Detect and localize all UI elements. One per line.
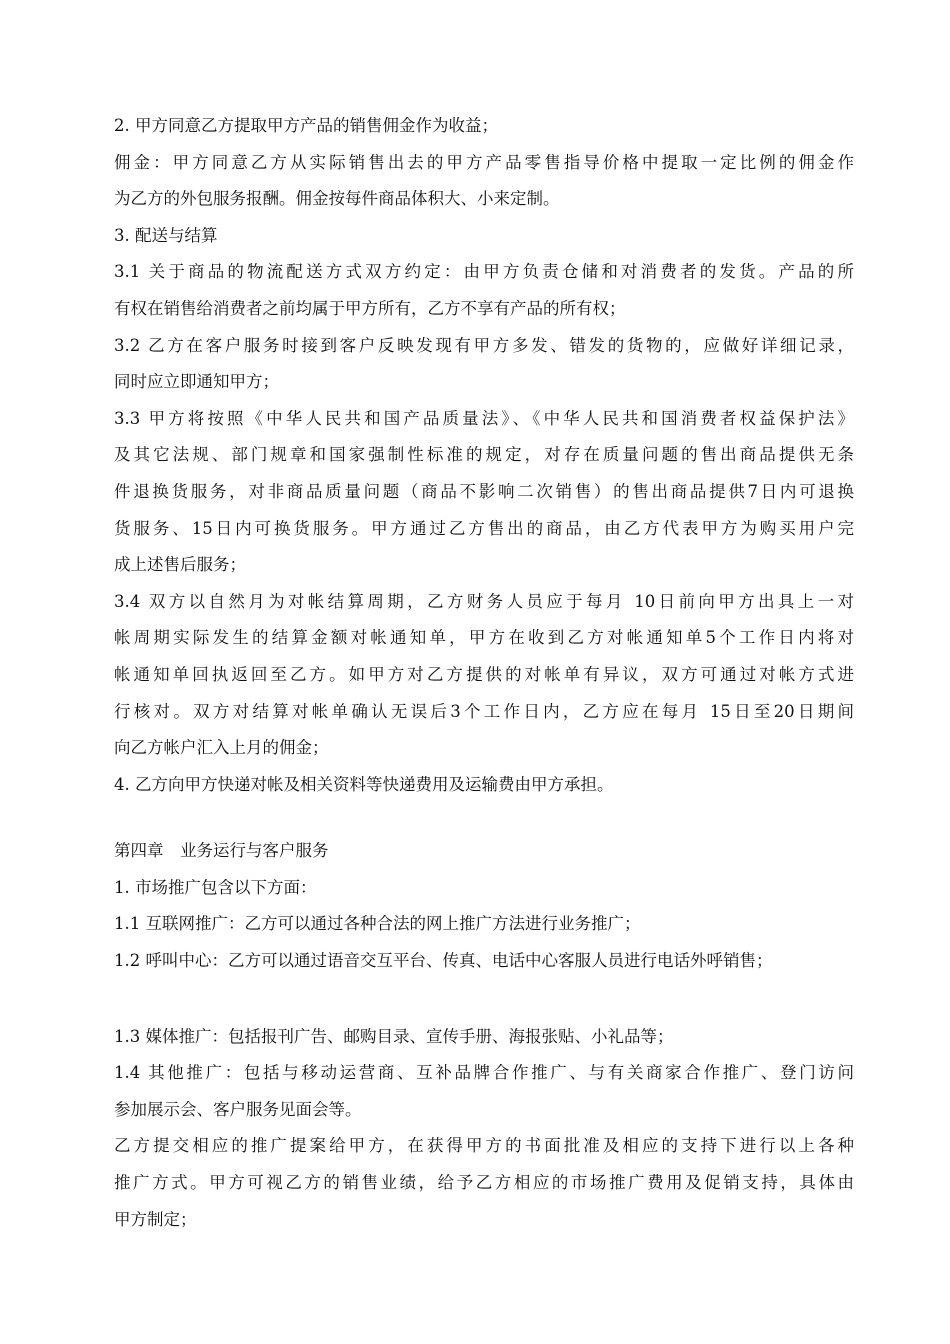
clause-3-4-line: 向乙方帐户汇入上月的佣金； xyxy=(114,738,329,758)
commission-paragraph-line: 佣金：甲方同意乙方从实际销售出去的甲方产品零售指导价格中提取一定比例的佣金作 xyxy=(114,152,854,172)
clause-3-3-line: 货服务、15日内可换货服务。甲方通过乙方售出的商品，由乙方代表甲方为购买用户完 xyxy=(114,518,854,538)
clause-3-3-line: 件退换货服务，对非商品质量问题（商品不影响二次销售）的售出商品提供7日内可退换 xyxy=(114,481,854,501)
clause-3-4-line: 帐通知单回执返回至乙方。如甲方对乙方提供的对帐单有异议，双方可通过对帐方式进 xyxy=(114,664,854,684)
clause-3-2-line: 同时应立即通知甲方； xyxy=(114,372,279,392)
delivery-settlement-heading: 3. 配送与结算 xyxy=(114,225,218,245)
clause-3-2-commission-item: 2. 甲方同意乙方提取甲方产品的销售佣金作为收益； xyxy=(114,116,498,135)
clause-4-shipping-fees: 4. 乙方向甲方快递对帐及相关资料等快递费用及运输费由甲方承担。 xyxy=(114,774,614,794)
marketing-item-1-1: 1.1 互联网推广：乙方可以通过各种合法的网上推广方法进行业务推广； xyxy=(114,914,641,934)
clause-3-1-line: 3.1 关于商品的物流配送方式双方约定：由甲方负责仓储和对消费者的发货。产品的所 xyxy=(114,262,854,282)
clause-3-3-line: 3.3 甲方将按照《中华人民共和国产品质量法》、《中华人民共和国消费者权益保护法》 xyxy=(114,408,854,428)
closing-paragraph-line: 推广方式。甲方可视乙方的销售业绩，给予乙方相应的市场推广费用及促销支持，具体由 xyxy=(114,1173,854,1193)
closing-paragraph-line: 乙方提交相应的推广提案给甲方，在获得甲方的书面批准及相应的支持下进行以上各种 xyxy=(114,1136,854,1156)
marketing-item-1-2: 1.2 呼叫中心：乙方可以通过语音交互平台、传真、电话中心客服人员进行电话外呼销售； xyxy=(114,951,773,971)
blank-line xyxy=(114,803,854,833)
clause-3-3-line: 成上述售后服务； xyxy=(114,555,246,575)
marketing-item-1-4-line: 1.4 其他推广：包括与移动运营商、互补品牌合作推广、与有关商家合作推广、登门访问 xyxy=(114,1063,854,1083)
blank-line xyxy=(114,980,854,1019)
clause-3-1-line: 有权在销售给消费者之前均属于甲方所有，乙方不享有产品的所有权； xyxy=(114,298,626,318)
marketing-item-1-4-line: 参加展示会、客户服务见面会等。 xyxy=(114,1099,362,1119)
document-page xyxy=(114,108,854,1238)
marketing-item-1-3: 1.3 媒体推广：包括报刊广告、邮购目录、宣传手册、海报张贴、小礼品等； xyxy=(114,1026,674,1046)
clause-3-2-line: 3.2 乙方在客户服务时接到客户反映发现有甲方多发、错发的货物的，应做好详细记录， xyxy=(114,335,854,355)
clause-3-4-line: 3.4 双方以自然月为对帐结算周期，乙方财务人员应于每月 10日前向甲方出具上一对 xyxy=(114,591,854,611)
clause-3-4-line: 帐周期实际发生的结算金额对帐通知单，甲方在收到乙方对帐通知单5个工作日内将对 xyxy=(114,628,854,648)
marketing-item-heading: 1. 市场推广包含以下方面： xyxy=(114,877,317,897)
commission-paragraph-line: 为乙方的外包服务报酬。佣金按每件商品体积大、小来定制。 xyxy=(114,189,560,209)
clause-3-4-line: 行核对。双方对结算对帐单确认无误后3个工作日内，乙方应在每月 15日至20日期间 xyxy=(114,701,854,721)
chapter-4-title: 第四章 业务运行与客户服务 xyxy=(114,841,329,861)
closing-paragraph-line: 甲方制定； xyxy=(114,1209,197,1229)
clause-3-3-line: 及其它法规、部门规章和国家强制性标准的规定，对存在质量问题的售出商品提供无条 xyxy=(114,445,854,465)
